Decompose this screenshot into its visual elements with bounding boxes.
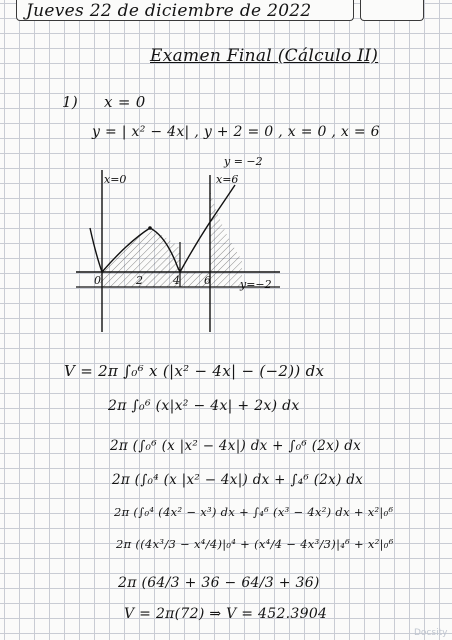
- work-line-3: 2π (∫₀⁶ (x |x² − 4x|) dx + ∫₀⁶ (2x) dx: [110, 438, 362, 454]
- problem-number: 1): [62, 93, 78, 111]
- work-line-7: 2π (64/3 + 36 − 64/3 + 36): [118, 575, 320, 591]
- docsity-watermark: Docsity: [414, 628, 448, 638]
- region-graph: [70, 150, 290, 340]
- work-line-5: 2π (∫₀⁴ (4x² − x³) dx + ∫₄⁶ (x³ − 4x²) dx + x²|₀⁶: [114, 505, 394, 519]
- tick-4: 4: [173, 274, 180, 287]
- rotation-axis: x = 0: [104, 93, 146, 111]
- label-y-right: y=−2: [240, 278, 272, 291]
- work-line-4: 2π (∫₀⁴ (x |x² − 4x|) dx + ∫₄⁶ (2x) dx: [112, 472, 364, 488]
- tick-origin: 0: [94, 274, 101, 287]
- date-text: Jueves 22 de diciembre de 2022: [26, 1, 312, 21]
- work-line-2: 2π ∫₀⁶ (x|x² − 4x| + 2x) dx: [108, 398, 300, 414]
- label-x0: x=0: [104, 173, 127, 186]
- exam-title: Examen Final (Cálculo II): [150, 46, 379, 66]
- work-line-1: V = 2π ∫₀⁶ x (|x² − 4x| − (−2)) dx: [64, 362, 325, 380]
- label-y-line: y = −2: [224, 155, 263, 168]
- work-line-6: 2π ((4x³/3 − x⁴/4)|₀⁴ + (x⁴/4 − 4x³/3)|₄⁶ + x²|₀⁶: [116, 537, 394, 551]
- label-x6: x=6: [216, 173, 239, 186]
- work-line-8: V = 2π(72) ⇒ V = 452.3904: [124, 606, 328, 622]
- problem-equations: y = | x² − 4x| , y + 2 = 0 , x = 0 , x = 6: [92, 124, 380, 140]
- vertex-point: [148, 226, 152, 230]
- tick-6: 6: [204, 274, 211, 287]
- tick-2: 2: [136, 274, 143, 287]
- header-side-box: [360, 0, 424, 21]
